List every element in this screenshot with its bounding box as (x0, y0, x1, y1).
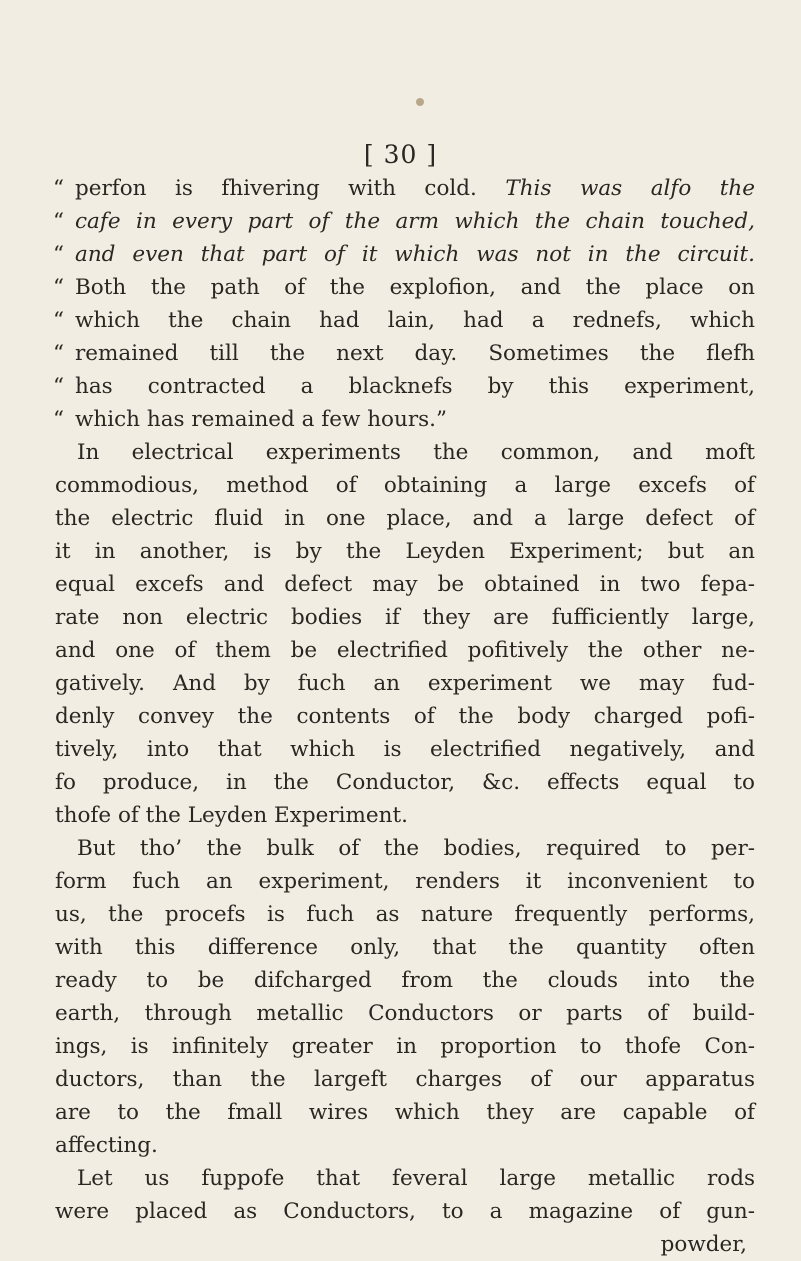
line-text: which the chain had lain, had a rednefs, which (75, 308, 755, 333)
line-text: In electrical experiments the common, and moft (77, 440, 755, 465)
text-line (55, 931, 755, 964)
text-line (55, 271, 755, 304)
quote-mark: “ (53, 341, 64, 366)
text-line (55, 898, 755, 931)
line-text: But tho’ the bulk of the bodies, required to per- (77, 836, 755, 861)
text-line (55, 733, 755, 766)
text-line (55, 799, 755, 832)
text-line (55, 865, 755, 898)
line-text: equal excefs and defect may be obtained in two fepa- (55, 572, 755, 597)
line-text: earth, through metallic Conductors or parts of build- (55, 1001, 755, 1026)
text-line (55, 205, 755, 238)
line-text: were placed as Conductors, to a magazine of gun- (55, 1199, 755, 1224)
text-line (55, 502, 755, 535)
text-line (55, 1162, 755, 1195)
text-line (55, 370, 755, 403)
quote-mark: “ (53, 308, 64, 333)
text-line (55, 1129, 755, 1162)
text-line (55, 1030, 755, 1063)
text-line (55, 172, 755, 205)
text-line (55, 700, 755, 733)
text-line (55, 469, 755, 502)
line-text: denly convey the contents of the body charged pofi- (55, 704, 755, 729)
line-text: ready to be difcharged from the clouds into the (55, 968, 755, 993)
text-line (55, 634, 755, 667)
quote-mark: “ (53, 176, 64, 201)
line-text: form fuch an experiment, renders it inconvenient to (55, 869, 755, 894)
text-line (55, 601, 755, 634)
text-line (55, 535, 755, 568)
line-text: it in another, is by the Leyden Experiment; but an (55, 539, 755, 564)
text-line (55, 568, 755, 601)
page-number: [ 30 ] (363, 140, 438, 169)
line-text: powder, (660, 1232, 747, 1257)
line-text: fo produce, in the Conductor, &c. effects equal to (55, 770, 755, 795)
line-text: commodious, method of obtaining a large excefs of (55, 473, 755, 498)
quote-mark: “ (53, 275, 64, 300)
line-text: Let us fuppofe that feveral large metallic rods (77, 1166, 755, 1191)
body-text (55, 172, 755, 1261)
italic-text: and even that part of it which was not in the circuit. (75, 242, 755, 267)
line-text: the electric fluid in one place, and a large defect of (55, 506, 755, 531)
text-line (55, 238, 755, 271)
quote-mark: “ (53, 407, 64, 432)
line-text: tively, into that which is electrified negatively, and (55, 737, 755, 762)
line-text: gatively. And by fuch an experiment we may fud- (55, 671, 755, 696)
text-line (55, 766, 755, 799)
line-text: us, the procefs is fuch as nature frequently performs, (55, 902, 755, 927)
line-text: thofe of the Leyden Experiment. (55, 803, 408, 828)
line-text: and one of them be electrified pofitively the other ne- (55, 638, 755, 663)
line-text: perfon is fhivering with cold. (75, 176, 506, 201)
line-text: which has remained a few hours.” (75, 407, 447, 432)
text-line (55, 403, 755, 436)
quote-mark: “ (53, 209, 64, 234)
text-line (55, 964, 755, 997)
italic-text: cafe in every part of the arm which the chain touched, (75, 209, 755, 234)
text-line (55, 1228, 755, 1261)
line-text: Both the path of the explofion, and the place on (75, 275, 755, 300)
line-text: ings, is infinitely greater in proportion to thofe Con- (55, 1034, 755, 1059)
line-text: are to the fmall wires which they are capable of (55, 1100, 755, 1125)
ink-spot (416, 98, 424, 106)
text-line (55, 304, 755, 337)
line-text: with this difference only, that the quantity often (55, 935, 755, 960)
quote-mark: “ (53, 374, 64, 399)
text-line (55, 997, 755, 1030)
text-line (55, 337, 755, 370)
text-line (55, 832, 755, 865)
text-line (55, 1063, 755, 1096)
text-line (55, 436, 755, 469)
italic-text: This was alfo the (505, 176, 755, 201)
line-text: rate non electric bodies if they are fufficiently large, (55, 605, 755, 630)
line-text: has contracted a blacknefs by this experiment, (75, 374, 755, 399)
quote-mark: “ (53, 242, 64, 267)
text-line (55, 667, 755, 700)
line-text: affecting. (55, 1133, 158, 1158)
line-text: ductors, than the largeft charges of our apparatus (55, 1067, 755, 1092)
text-line (55, 1195, 755, 1228)
line-text: remained till the next day. Sometimes the flefh (75, 341, 755, 366)
text-line (55, 1096, 755, 1129)
